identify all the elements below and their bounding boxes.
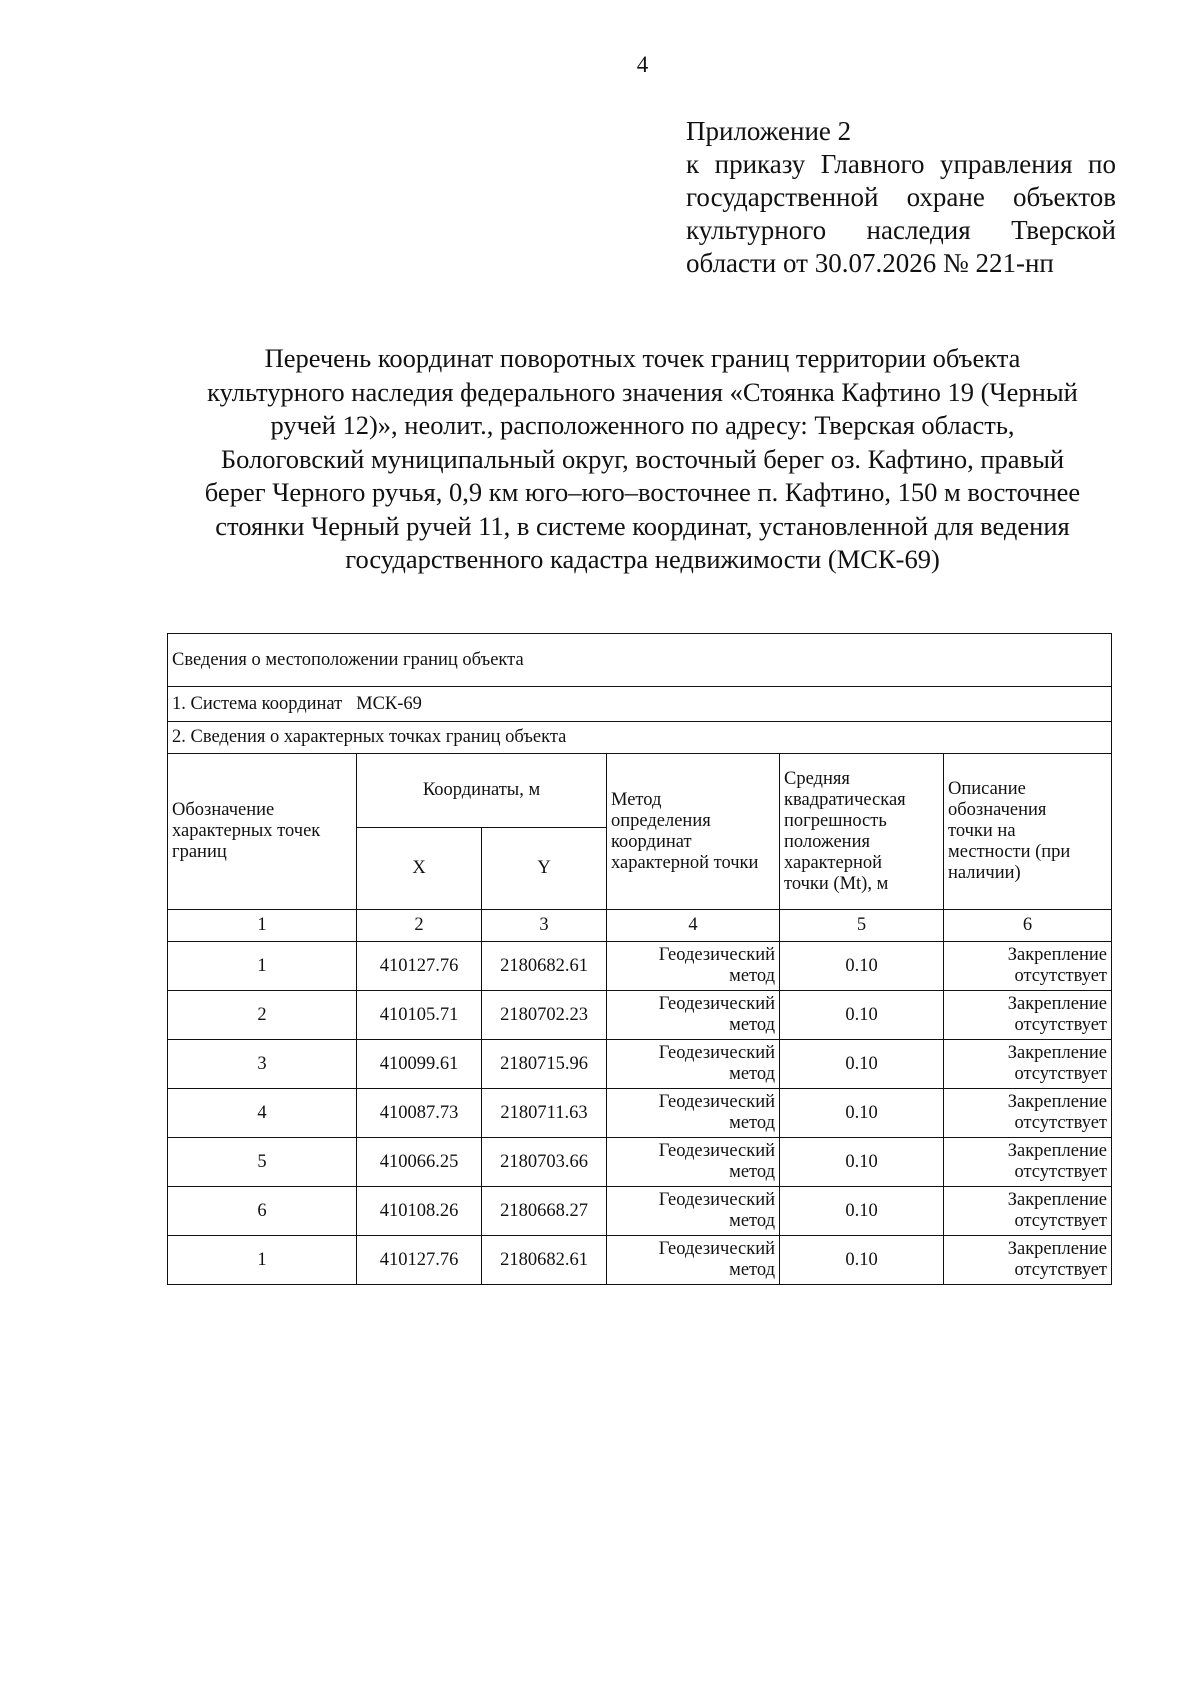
point-cell: 4 bbox=[168, 1089, 357, 1138]
method-text: Геодезический bbox=[658, 1043, 775, 1063]
method-text: метод bbox=[729, 966, 775, 986]
description-text: отсутствует bbox=[1014, 1113, 1108, 1133]
header-text: координат bbox=[611, 831, 692, 852]
x-cell: 410108.26 bbox=[357, 1187, 482, 1236]
header-x: X bbox=[357, 828, 482, 910]
method-cell bbox=[607, 942, 780, 991]
appendix-line: Приложение 2 bbox=[686, 116, 852, 146]
point-cell: 3 bbox=[168, 1040, 357, 1089]
header-text: наличии) bbox=[948, 863, 1021, 883]
table-row bbox=[168, 1236, 1112, 1285]
appendix-line: к приказу Главного управления по bbox=[686, 149, 1116, 179]
method-cell bbox=[607, 1187, 780, 1236]
description-text: Закрепление bbox=[1007, 1092, 1108, 1112]
method-text: метод bbox=[729, 1113, 775, 1133]
coordinate-system-label: 1. Система координат bbox=[172, 693, 343, 714]
description-cell bbox=[944, 1089, 1112, 1138]
header-text: характерной точки bbox=[611, 852, 759, 873]
header-method bbox=[607, 754, 780, 910]
error-cell: 0.10 bbox=[780, 1040, 944, 1089]
table-row bbox=[168, 991, 1112, 1040]
header-text: границ bbox=[172, 842, 227, 862]
section-title: Сведения о местоположении границ объекта bbox=[168, 634, 1112, 687]
method-cell bbox=[607, 1138, 780, 1187]
method-text: Геодезический bbox=[658, 945, 775, 965]
appendix-block bbox=[686, 115, 1116, 280]
x-cell: 410127.76 bbox=[357, 942, 482, 991]
title-line: культурного наследия федерального значения «Стоянка Кафтино 19 (Черный bbox=[207, 376, 1078, 407]
title-line: Перечень координат поворотных точек границ территории объекта bbox=[264, 343, 1021, 373]
coordinate-system-value: МСК-69 bbox=[356, 693, 422, 714]
description-text: отсутствует bbox=[1014, 1211, 1108, 1231]
description-text: Закрепление bbox=[1007, 1141, 1108, 1161]
header-error bbox=[780, 754, 944, 910]
header-text: Средняя bbox=[784, 768, 850, 789]
header-text: Метод bbox=[611, 789, 662, 810]
description-cell bbox=[944, 1236, 1112, 1285]
point-cell: 5 bbox=[168, 1138, 357, 1187]
x-cell: 410087.73 bbox=[357, 1089, 482, 1138]
method-text: метод bbox=[729, 1211, 775, 1231]
y-cell: 2180702.23 bbox=[482, 991, 607, 1040]
error-cell: 0.10 bbox=[780, 942, 944, 991]
description-text: Закрепление bbox=[1007, 994, 1108, 1014]
header-description bbox=[944, 754, 1112, 910]
column-number: 1 bbox=[168, 910, 357, 942]
point-cell: 2 bbox=[168, 991, 357, 1040]
column-number: 5 bbox=[780, 910, 944, 942]
column-number: 2 bbox=[357, 910, 482, 942]
header-text: точки на bbox=[948, 821, 1016, 841]
appendix-line: государственной охране объектов bbox=[686, 182, 1116, 212]
table-row bbox=[168, 1040, 1112, 1089]
method-text: Геодезический bbox=[658, 1092, 775, 1112]
method-text: Геодезический bbox=[658, 1141, 775, 1161]
header-y: Y bbox=[482, 828, 607, 910]
header-text: точки (Mt), м bbox=[784, 873, 889, 894]
header-text: Описание bbox=[948, 779, 1026, 799]
appendix-line: области от 30.07.2026 № 221-нп bbox=[686, 248, 1054, 278]
method-text: метод bbox=[729, 1260, 775, 1280]
method-text: метод bbox=[729, 1162, 775, 1182]
title-line: государственного кадастра недвижимости (МСК-69) bbox=[345, 544, 940, 574]
x-cell: 410066.25 bbox=[357, 1138, 482, 1187]
title-line: стоянки Черный ручей 11, в системе координат, установленной для ведения bbox=[215, 510, 1070, 541]
column-number: 3 bbox=[482, 910, 607, 942]
header-coordinates: Координаты, м bbox=[357, 754, 607, 828]
x-cell: 410099.61 bbox=[357, 1040, 482, 1089]
error-cell: 0.10 bbox=[780, 1236, 944, 1285]
method-cell bbox=[607, 1089, 780, 1138]
title-line: берег Черного ручья, 0,9 км юго–юго–восточнее п. Кафтино, 150 м восточнее bbox=[204, 477, 1081, 507]
y-cell: 2180682.61 bbox=[482, 1236, 607, 1285]
description-text: отсутствует bbox=[1014, 1015, 1108, 1035]
header-text: положения bbox=[784, 831, 870, 852]
header-text: обозначения bbox=[948, 800, 1047, 820]
method-text: Геодезический bbox=[658, 1190, 775, 1210]
y-cell: 2180715.96 bbox=[482, 1040, 607, 1089]
document-title bbox=[150, 342, 1135, 577]
header-text: квадратическая bbox=[784, 789, 906, 810]
description-cell bbox=[944, 1040, 1112, 1089]
y-cell: 2180703.66 bbox=[482, 1138, 607, 1187]
page-number: 4 bbox=[636, 52, 649, 77]
header-designation bbox=[168, 754, 357, 910]
method-cell bbox=[607, 991, 780, 1040]
description-text: Закрепление bbox=[1007, 1239, 1108, 1259]
column-number: 4 bbox=[607, 910, 780, 942]
column-number: 6 bbox=[944, 910, 1112, 942]
table-row bbox=[168, 942, 1112, 991]
description-text: отсутствует bbox=[1014, 966, 1108, 986]
description-text: отсутствует bbox=[1014, 1260, 1108, 1280]
header-text: характерных точек bbox=[172, 821, 321, 841]
point-cell: 1 bbox=[168, 1236, 357, 1285]
y-cell: 2180682.61 bbox=[482, 942, 607, 991]
description-cell bbox=[944, 991, 1112, 1040]
table-row bbox=[168, 1187, 1112, 1236]
description-cell bbox=[944, 1138, 1112, 1187]
header-text: определения bbox=[611, 810, 711, 831]
x-cell: 410105.71 bbox=[357, 991, 482, 1040]
title-line: ручей 12)», неолит., расположенного по адресу: Тверская область, bbox=[270, 410, 1015, 440]
error-cell: 0.10 bbox=[780, 1138, 944, 1187]
description-text: Закрепление bbox=[1007, 1190, 1108, 1210]
point-cell: 1 bbox=[168, 942, 357, 991]
error-cell: 0.10 bbox=[780, 991, 944, 1040]
description-text: отсутствует bbox=[1014, 1162, 1108, 1182]
coordinate-system-row bbox=[168, 687, 1112, 722]
points-label: 2. Сведения о характерных точках границ объекта bbox=[168, 722, 1112, 754]
y-cell: 2180668.27 bbox=[482, 1187, 607, 1236]
method-text: Геодезический bbox=[658, 994, 775, 1014]
appendix-line: культурного наследия Тверской bbox=[686, 215, 1116, 245]
title-line: Бологовский муниципальный округ, восточный берег оз. Кафтино, правый bbox=[220, 443, 1065, 474]
x-cell: 410127.76 bbox=[357, 1236, 482, 1285]
error-cell: 0.10 bbox=[780, 1089, 944, 1138]
point-cell: 6 bbox=[168, 1187, 357, 1236]
method-text: Геодезический bbox=[658, 1239, 775, 1259]
method-text: метод bbox=[729, 1015, 775, 1035]
header-text: характерной bbox=[784, 852, 883, 873]
description-text: Закрепление bbox=[1007, 945, 1108, 965]
method-cell bbox=[607, 1236, 780, 1285]
method-text: метод bbox=[729, 1064, 775, 1084]
table-row bbox=[168, 1089, 1112, 1138]
method-cell bbox=[607, 1040, 780, 1089]
description-cell bbox=[944, 942, 1112, 991]
coordinates-table bbox=[167, 633, 1112, 1285]
table-row bbox=[168, 1138, 1112, 1187]
y-cell: 2180711.63 bbox=[482, 1089, 607, 1138]
description-text: отсутствует bbox=[1014, 1064, 1108, 1084]
error-cell: 0.10 bbox=[780, 1187, 944, 1236]
header-text: местности (при bbox=[948, 842, 1071, 862]
header-text: Обозначение bbox=[172, 800, 275, 820]
description-text: Закрепление bbox=[1007, 1043, 1108, 1063]
header-text: погрешность bbox=[784, 810, 887, 831]
description-cell bbox=[944, 1187, 1112, 1236]
